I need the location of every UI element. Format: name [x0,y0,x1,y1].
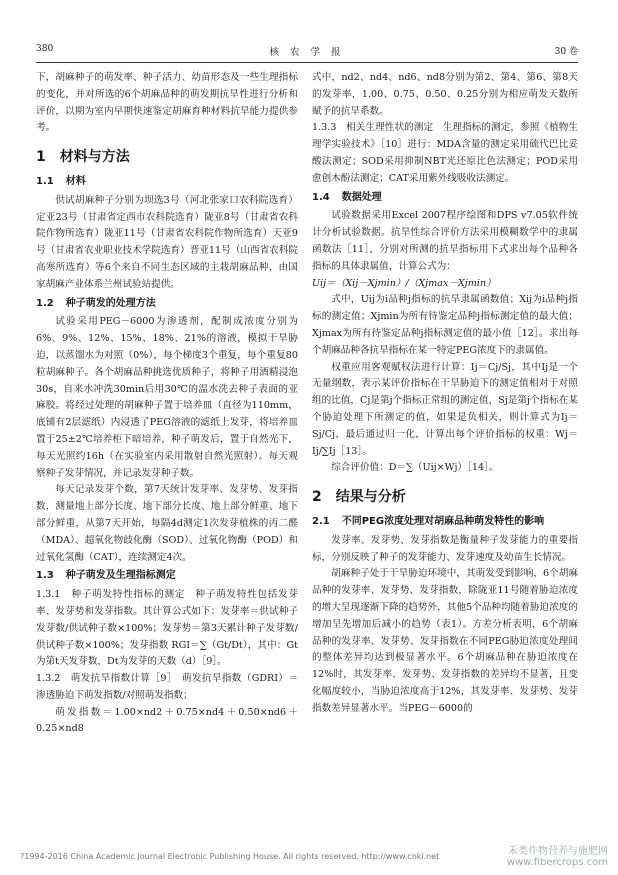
physiology-paragraph: 1.3.3 相关生理性状的测定 生理指标的测定，参照《植物生理学实验技术》［10］进行：MDA含量的测定采用硫代巴比妥酸法测定；SOD采用抑制NBT光还原比色法测定；POD采用愈创木酚法测定；CAT采用紫外线吸收法测定。 [312,122,578,184]
data-processing-paragraph: 试验数据采用Excel 2007程序绘图和DPS v7.05软件统计分析试验数据。抗旱性综合评价方法采用模糊数学中的隶属函数法［11］，分别对所测的抗旱指标用下式求出每个品种各指标的具体隶属值，计算公式为： [312,210,578,272]
section-2-heading: 2 结果与分析 [312,489,406,506]
section-1-1-heading: 1.1 材料 [36,175,86,187]
copyright-line: ?1994-2016 China Academic Journal Electronic Publishing House. All rights reserved. http://www.cnki.net [20,852,440,861]
treatment-paragraph-1: 试验采用PEG－6000为渗透剂，配制成浓度分别为6%、9%、12%、15%、18%、21%的溶液，模拟干旱胁迫，以蒸馏水为对照（0%），每个梯度3个重复，每个重复80粒胡麻种子。各个胡麻品种挑选优质种子，将种子用酒精浸泡30s，自来水冲洗30min后用30℃的温水洗去种子表面的亚麻胶。将经过处理的胡麻种子置于培养皿（直径为110mm，底铺有2层滤纸）内浸透了PEG溶液的滤纸上发芽，将培养皿置于25±2℃培养柜下暗培养，种子萌发后，置于自然光下，每天光照约16h（在实验室内采用散射自然光照射）。每天观察种子发芽情况，并记录发芽种子数。 [36,316,298,479]
journal-title: 核 农 学 报 [269,47,345,58]
results-paragraph-2: 胡麻种子处于干旱胁迫环境中，其萌发受到影响，6个胡麻品种的发芽率、发芽势、发芽指数，除陇亚11号随着胁迫浓度的增大呈现逐渐下降的趋势外，其他5个品种均随着胁迫浓度的增加呈先增加后减小的趋势（表1）。方差分析表明，6个胡麻品种的发芽率、发芽势、发芽指数在不同PEG胁迫浓度处理间的整体差异均达到极显著水平。6个胡麻品种在胁迫浓度在12%时，其发芽率、发芽势、发芽指数的差异均不显著，且变化幅度较小，当胁迫浓度高于12%，其发芽率、发芽势、发芽指数差异显著水平。当PEG－6000的 [312,568,578,714]
section-1-2-heading: 1.2 种子萌发的处理方法 [36,297,156,309]
section-1-4-heading: 1.4 数据处理 [312,191,382,203]
drought-index-paragraph: 1.3.2 萌发抗旱指数计算［9］ 萌发抗旱指数（GDRI）＝渗透胁迫下萌发指数/对照萌发指数； [36,673,298,701]
composite-formula: 综合评价值：D＝∑（Uij×Wj）［14］。 [331,462,499,474]
header-rule [36,62,578,63]
intro-paragraph: 下，胡麻种子的萌发率、种子活力、幼苗形态及一些生理指标的变化，并对所选的6个胡麻品种的萌发期抗旱性进行分析和评价，以期为室内早期快速鉴定胡麻育种材料抗旱能力提供参考。 [36,72,298,134]
watermark-cn: 禾类作物营养与施肥网 [508,846,608,857]
weight-paragraph: 权重应用客观赋权法进行计算：Ij＝Cj/Sj，其中Ij是一个无量纲数，表示某评价指标在干旱胁迫下的测定值相对于对照组的比值，Cj是第j个指标正常组的测定值，Sj是第j个指标在某个胁迫处理下所测定的值，如果是负相关，则计算式为Ij＝Sj/Cj，最后通过归一化，计算出每个评价指标的权重：Wj＝Ij/∑Ij［13］。 [312,361,578,457]
left-column [36,70,298,738]
results-paragraph-1: 发芽率、发芽势、发芽指数是衡量种子发芽能力的重要指标，分别反映了种子的发芽能力、发芽速度及幼苗生长情况。 [312,534,578,563]
right-column [312,70,578,717]
membership-formula: Uij＝（Xij－Xjmin）/（Xjmax－Xjmin） [312,277,496,289]
watermark-url: www.fibercrops.com [506,857,608,868]
volume-label: 30 卷 [554,47,578,57]
page-number: 380 [36,44,54,54]
germination-index-formula: 萌发指数＝1.00×nd2＋0.75×nd4＋0.50×nd6＋0.25×nd8 [36,706,298,735]
membership-explanation: 式中，Uij为i品种j指标的抗旱隶属函数值；Xij为i品种j指标的测定值；Xjmin为所有待鉴定品种j指标测定值的最大值；Xjmax为所有待鉴定品种j指标测定值的最小值［12］。求出每个胡麻品种各抗旱指标在某一特定PEG浓度下的隶属值。 [312,294,578,356]
watermark [507,846,608,868]
section-1-3-heading: 1.3 种子萌发及生理指标测定 [36,570,176,582]
formula-explanation-paragraph: 式中，nd2、nd4、nd6、nd8分别为第2、第4、第6、第8天的发芽率，1.00、0.75、0.50、0.25分别为相应萌发天数所赋予的抗旱系数。 [312,72,578,117]
section-1-heading: 1 材料与方法 [36,149,130,166]
materials-paragraph: 供试胡麻种子分别为坝选3号（河北张家口农科院选育）定亚23号（甘肃省定西市农科院选育）陇亚8号（甘肃省农科院作物所选育）陇亚11号（甘肃省农科院作物所选育）天亚9号（甘肃省农业职业技术学院选育）晋亚11号（山西省农科院高寒所选育）等6个来自不同生态区域的主栽胡麻品种，由国家胡麻产业体系兰州试验站提供。 [36,194,298,290]
page-header [36,44,578,60]
treatment-paragraph-2: 每天记录发芽个数，第7天统计发芽率、发芽势、发芽指数，测量地上部分长度、地下部分长度、地上部分鲜重、地下部分鲜重，从第7天开始，每隔4d测定1次发芽植株的丙二醛（MDA）、超氧化物歧化酶（SOD）、过氧化物酶（POD）和过氧化氢酶（CAT），连续测定4次。 [36,484,298,563]
section-2-1-heading: 2.1 不同PEG浓度处理对胡麻品种萌发特性的影响 [312,515,545,527]
germination-traits-paragraph: 1.3.1 种子萌发特性指标的测定 种子萌发特性包括发芽率、发芽势和发芽指数。其计算公式如下：发芽率＝供试种子发芽数/供试种子数×100%；发芽势＝第3天累计种子发芽数/供试种子数×100%；发芽指数 RGI＝∑（Gt/Dt），其中：Gt为第t天发芽数，Dt为发芽的天数（d）［9］。 [36,589,298,668]
